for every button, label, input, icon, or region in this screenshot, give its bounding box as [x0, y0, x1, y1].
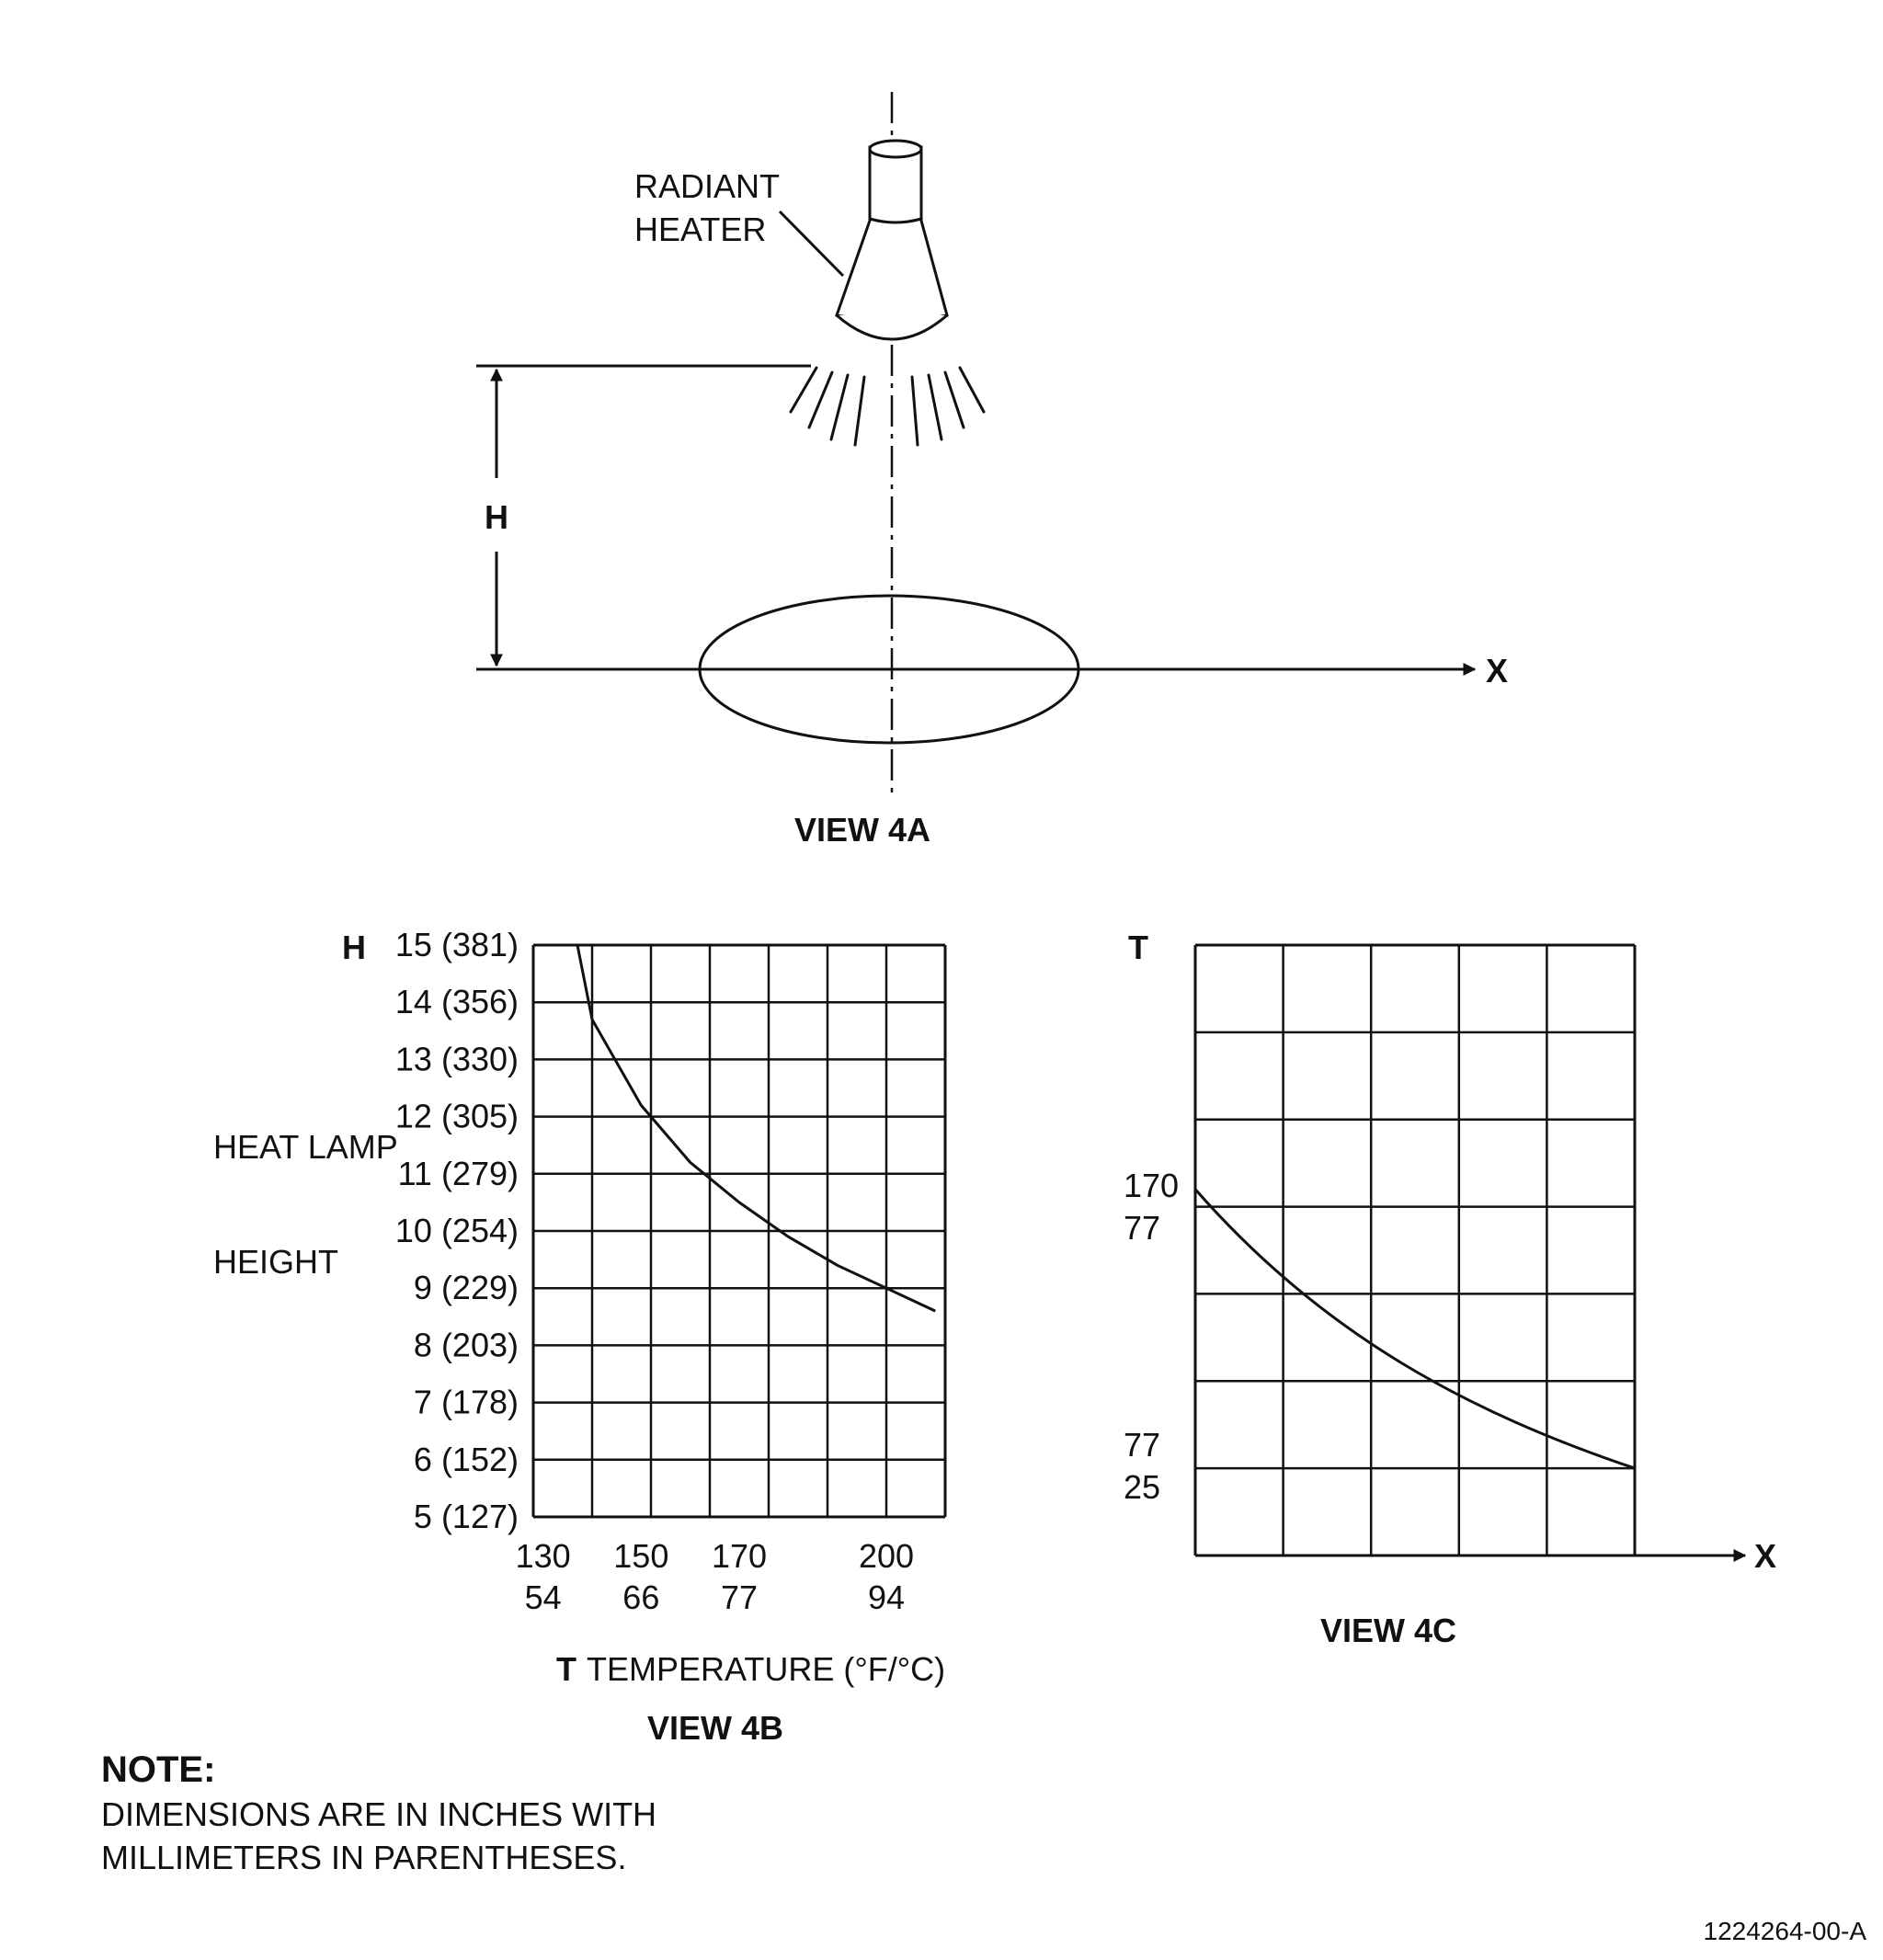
view-4b-y-tick-label: 8 (203)	[414, 1326, 519, 1363]
view-4b-y-tick-label: 14 (356)	[395, 983, 519, 1020]
view-4b-y-tick-labels	[395, 926, 519, 1535]
view-4c-caption: VIEW 4C	[1320, 1612, 1456, 1649]
heat-rays	[791, 368, 984, 445]
x-axis-symbol: X	[1486, 652, 1508, 689]
heater-label-line1: RADIANT	[634, 167, 780, 205]
view-4b-x-tick-label-c: 66	[622, 1578, 659, 1616]
view-4b-y-tick-label: 6 (152)	[414, 1441, 519, 1478]
view-4b-y-tick-label: 13 (330)	[395, 1040, 519, 1077]
view-4b-x-tick-label-c: 94	[868, 1578, 905, 1616]
view-4b-x-tick-label-f: 130	[516, 1537, 571, 1575]
view-4c-lower-label-f: 77	[1124, 1426, 1160, 1464]
view-4b-x-symbol: T	[556, 1650, 576, 1688]
view-4c-grid	[1195, 945, 1635, 1555]
view-4b-curve	[577, 945, 935, 1311]
view-4c-y-symbol: T	[1128, 929, 1148, 966]
height-symbol: H	[485, 498, 508, 536]
view-4c	[1124, 929, 1776, 1649]
view-4b-y-tick-label: 7 (178)	[414, 1384, 519, 1421]
view-4b-x-tick-label-c: 54	[525, 1578, 562, 1616]
view-4b-y-tick-label: 11 (279)	[398, 1155, 519, 1192]
view-4b-ylabel-line1: HEAT LAMP	[213, 1128, 398, 1166]
view-4b-ylabel-line2: HEIGHT	[213, 1243, 338, 1281]
note-line2: MILLIMETERS IN PARENTHESES.	[101, 1839, 626, 1876]
view-4b-y-tick-label: 12 (305)	[395, 1098, 519, 1135]
view-4b-x-tick-labels	[516, 1537, 914, 1616]
note-title: NOTE:	[101, 1749, 215, 1790]
view-4b-x-tick-label-f: 200	[859, 1537, 914, 1575]
view-4b-grid	[533, 945, 945, 1517]
view-4b-y-tick-label: 5 (127)	[414, 1498, 519, 1535]
view-4c-upper-label-f: 170	[1124, 1167, 1179, 1204]
view-4b-y-tick-label: 9 (229)	[414, 1269, 519, 1306]
view-4a	[476, 92, 1508, 849]
view-4b-x-tick-label-f: 170	[712, 1537, 767, 1575]
note-line1: DIMENSIONS ARE IN INCHES WITH	[101, 1795, 656, 1833]
view-4b	[213, 926, 945, 1747]
figure-id: 1224264-00-A	[1704, 1917, 1867, 1945]
radiant-heater-icon	[837, 141, 947, 339]
view-4c-x-symbol: X	[1754, 1537, 1776, 1575]
note	[101, 1749, 656, 1876]
view-4b-x-tick-label-f: 150	[613, 1537, 668, 1575]
view-4c-lower-label-c: 25	[1124, 1468, 1160, 1506]
view-4c-upper-label-c: 77	[1124, 1209, 1160, 1247]
view-4b-y-symbol: H	[342, 929, 366, 966]
heater-label-line2: HEATER	[634, 211, 766, 248]
view-4b-xlabel: TEMPERATURE (°F/°C)	[587, 1650, 945, 1688]
view-4b-y-tick-label: 10 (254)	[395, 1212, 519, 1249]
view-4b-x-tick-label-c: 77	[721, 1578, 758, 1616]
view-4b-caption: VIEW 4B	[647, 1709, 783, 1747]
view-4b-y-tick-label: 15 (381)	[395, 926, 519, 963]
view-4c-curve	[1195, 1190, 1635, 1469]
view-4a-caption: VIEW 4A	[794, 811, 930, 849]
heater-leader-line	[780, 211, 843, 276]
